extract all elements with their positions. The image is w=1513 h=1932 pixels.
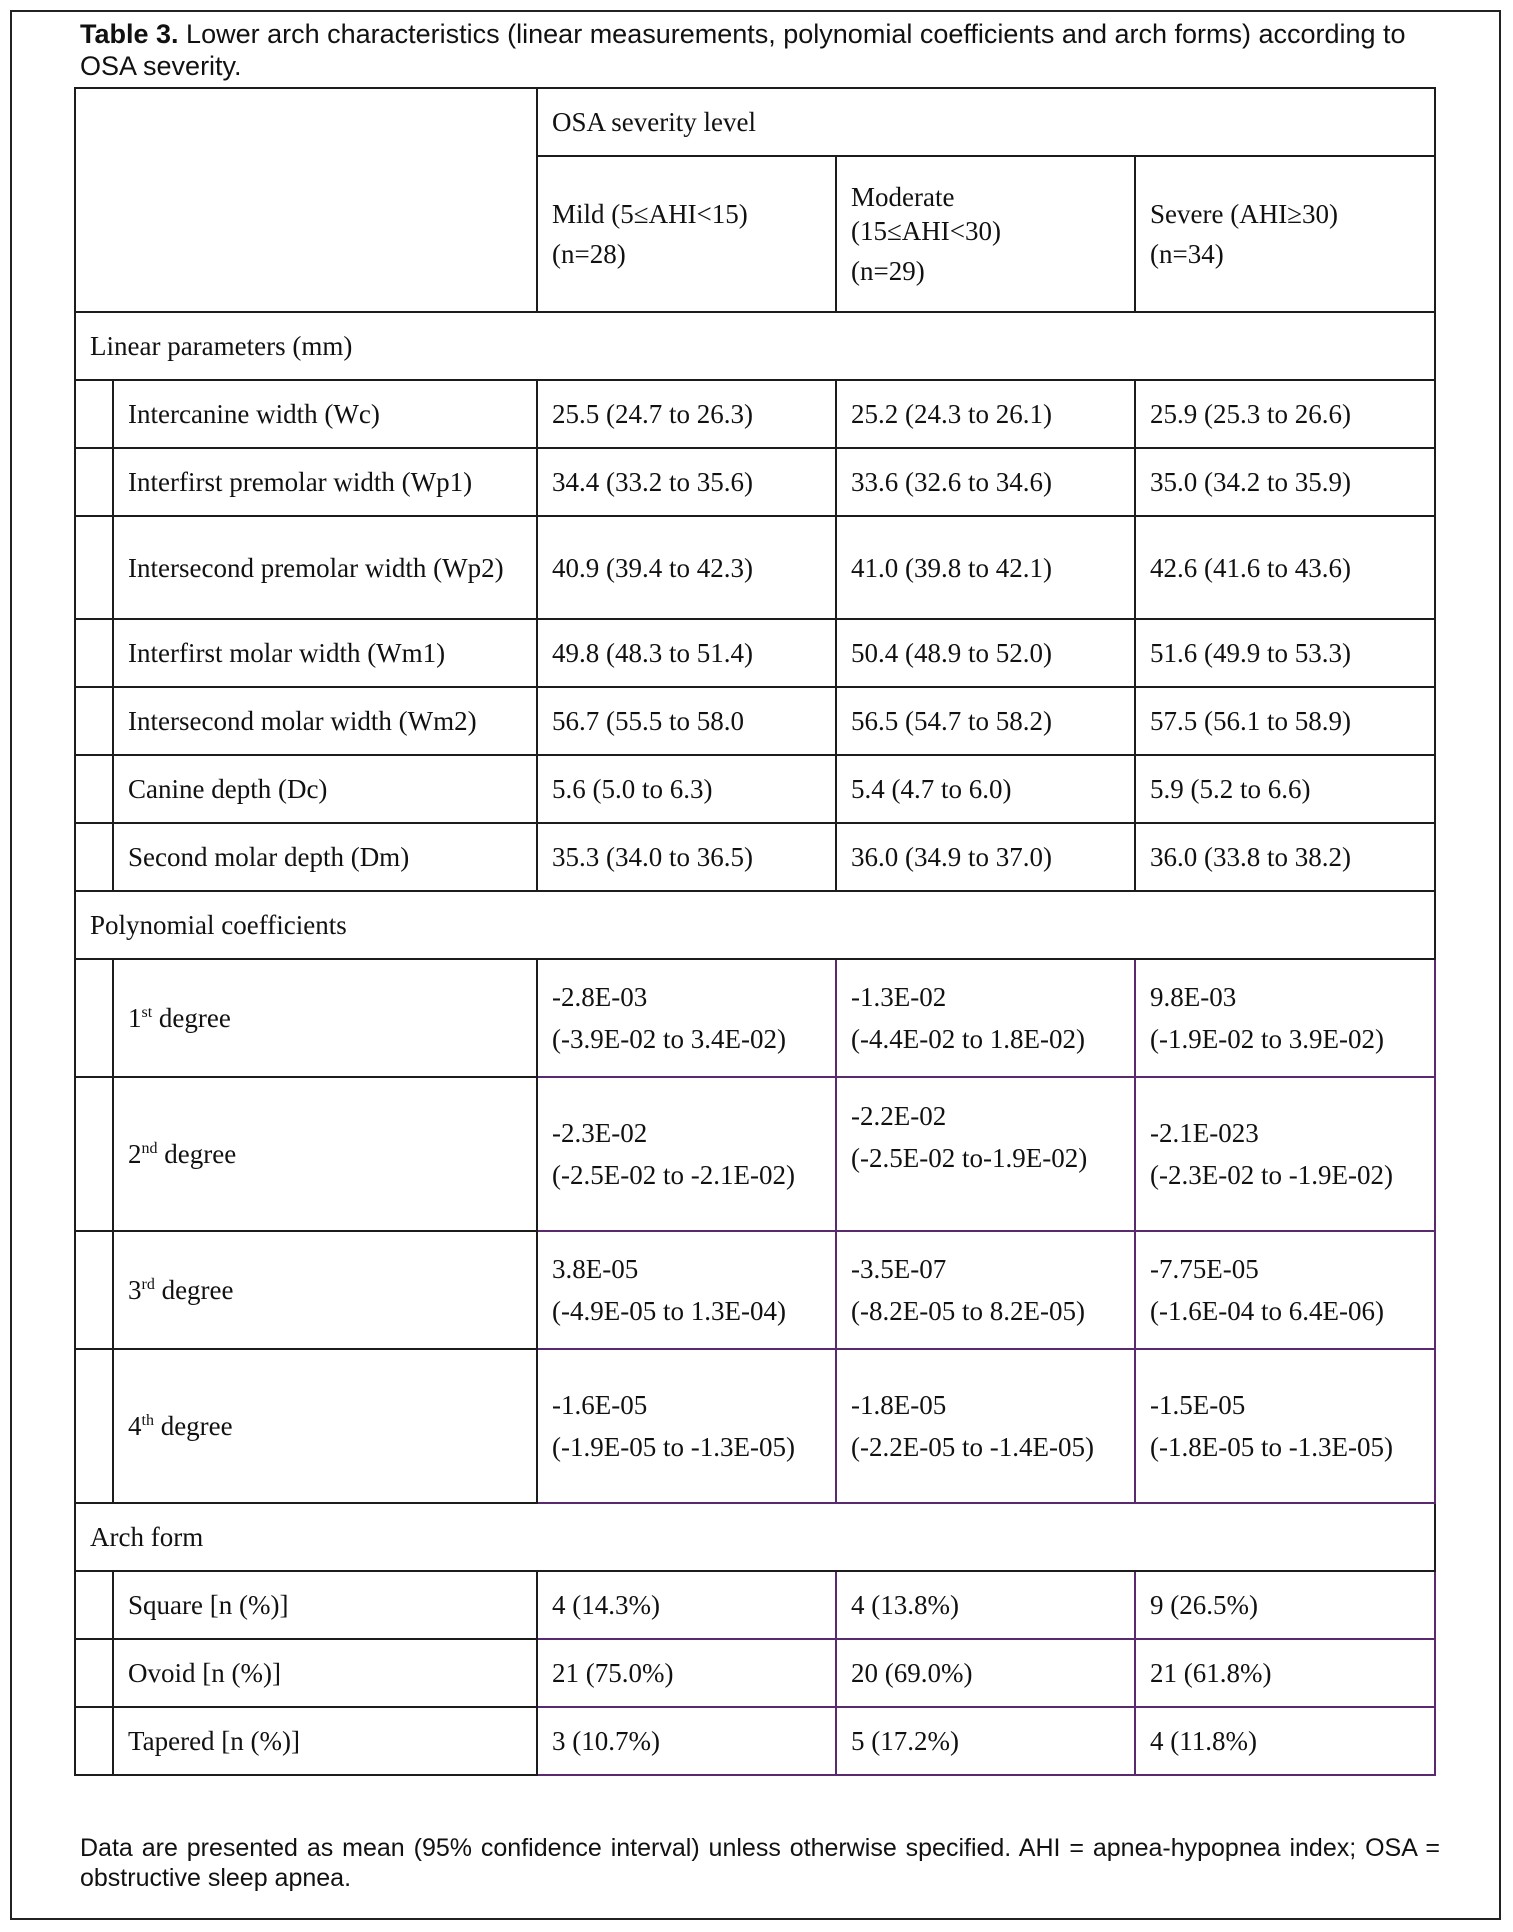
degree-word: degree xyxy=(153,1411,233,1441)
header-col-moderate xyxy=(836,156,1135,312)
table-footnote: Data are presented as mean (95% confidence interval) unless otherwise specified. AHI = apnea-hypopnea index; OSA = obstructive sleep apnea. xyxy=(80,1834,1440,1892)
indent-cell xyxy=(75,619,113,687)
value-cell xyxy=(836,1231,1135,1349)
coef-ci: (-1.9E-02 to 3.9E-02) xyxy=(1150,1024,1384,1054)
row-label: Interfirst molar width (Wm1) xyxy=(113,619,537,687)
value-cell: 4 (11.8%) xyxy=(1135,1707,1435,1775)
section-title-poly: Polynomial coefficients xyxy=(75,891,1435,959)
header-row-group xyxy=(75,88,1435,156)
row-label: Intersecond premolar width (Wp2) xyxy=(113,516,537,619)
coef-ci: (-1.6E-04 to 6.4E-06) xyxy=(1150,1296,1384,1326)
coef-mean: -2.3E-02 xyxy=(552,1118,648,1148)
indent-cell xyxy=(75,1231,113,1349)
coef-mean: 9.8E-03 xyxy=(1150,982,1237,1012)
indent-cell xyxy=(75,1571,113,1639)
header-col-severe-n: (n=34) xyxy=(1150,239,1224,269)
degree-suffix: rd xyxy=(141,1276,155,1293)
row-label: Second molar depth (Dm) xyxy=(113,823,537,891)
indent-cell xyxy=(75,1349,113,1503)
value-cell xyxy=(836,1077,1135,1231)
value-cell: 35.3 (34.0 to 36.5) xyxy=(537,823,836,891)
row-label: Tapered [n (%)] xyxy=(113,1707,537,1775)
value-cell: 4 (13.8%) xyxy=(836,1571,1135,1639)
table-row xyxy=(75,448,1435,516)
value-cell xyxy=(1135,1349,1435,1503)
section-row-linear xyxy=(75,312,1435,380)
value-cell: 41.0 (39.8 to 42.1) xyxy=(836,516,1135,619)
table-row xyxy=(75,380,1435,448)
value-cell: 56.7 (55.5 to 58.0 xyxy=(537,687,836,755)
table-row xyxy=(75,959,1435,1077)
coef-mean: -1.8E-05 xyxy=(851,1390,947,1420)
row-label: Ovoid [n (%)] xyxy=(113,1639,537,1707)
header-col-mild-name: Mild (5≤AHI<15) xyxy=(552,199,748,229)
value-cell: 56.5 (54.7 to 58.2) xyxy=(836,687,1135,755)
coef-ci: (-4.9E-05 to 1.3E-04) xyxy=(552,1296,786,1326)
value-cell: 5 (17.2%) xyxy=(836,1707,1135,1775)
row-label xyxy=(113,959,537,1077)
value-cell: 25.9 (25.3 to 26.6) xyxy=(1135,380,1435,448)
value-cell: 3 (10.7%) xyxy=(537,1707,836,1775)
coef-ci: (-4.4E-02 to 1.8E-02) xyxy=(851,1024,1085,1054)
degree-suffix: nd xyxy=(141,1140,158,1157)
coef-ci: (-8.2E-05 to 8.2E-05) xyxy=(851,1296,1085,1326)
value-cell: 5.4 (4.7 to 6.0) xyxy=(836,755,1135,823)
row-label xyxy=(113,1231,537,1349)
value-cell: 25.5 (24.7 to 26.3) xyxy=(537,380,836,448)
value-cell xyxy=(1135,1077,1435,1231)
degree-word: degree xyxy=(154,1275,234,1305)
value-cell: 25.2 (24.3 to 26.1) xyxy=(836,380,1135,448)
value-cell xyxy=(537,959,836,1077)
coef-ci: (-3.9E-02 to 3.4E-02) xyxy=(552,1024,786,1054)
table-row xyxy=(75,1077,1435,1231)
coef-mean: -2.8E-03 xyxy=(552,982,648,1012)
degree-suffix: st xyxy=(141,1004,153,1021)
value-cell: 49.8 (48.3 to 51.4) xyxy=(537,619,836,687)
degree-word: degree xyxy=(152,1003,231,1033)
value-cell: 50.4 (48.9 to 52.0) xyxy=(836,619,1135,687)
value-cell xyxy=(1135,1231,1435,1349)
header-col-severe xyxy=(1135,156,1435,312)
header-col-severe-name: Severe (AHI≥30) xyxy=(1150,199,1338,229)
degree-number: 4 xyxy=(128,1411,142,1441)
indent-cell xyxy=(75,516,113,619)
degree-number: 1 xyxy=(128,1003,142,1033)
coef-ci: (-2.3E-02 to -1.9E-02) xyxy=(1150,1160,1393,1190)
value-cell: 4 (14.3%) xyxy=(537,1571,836,1639)
coef-mean: -3.5E-07 xyxy=(851,1254,947,1284)
value-cell xyxy=(537,1231,836,1349)
header-col-mild xyxy=(537,156,836,312)
indent-cell xyxy=(75,380,113,448)
table-row xyxy=(75,1349,1435,1503)
degree-suffix: th xyxy=(141,1412,154,1429)
value-cell: 20 (69.0%) xyxy=(836,1639,1135,1707)
value-cell: 42.6 (41.6 to 43.6) xyxy=(1135,516,1435,619)
header-col-mild-n: (n=28) xyxy=(552,239,626,269)
coef-ci: (-2.5E-02 to-1.9E-02) xyxy=(851,1143,1088,1173)
table-row xyxy=(75,755,1435,823)
header-col-moderate-n: (n=29) xyxy=(851,256,925,286)
value-cell: 21 (61.8%) xyxy=(1135,1639,1435,1707)
coef-mean: -2.2E-02 xyxy=(851,1101,947,1131)
coef-ci: (-2.5E-02 to -2.1E-02) xyxy=(552,1160,795,1190)
indent-cell xyxy=(75,448,113,516)
row-label: Intersecond molar width (Wm2) xyxy=(113,687,537,755)
value-cell xyxy=(836,959,1135,1077)
degree-word: degree xyxy=(157,1139,237,1169)
row-label: Square [n (%)] xyxy=(113,1571,537,1639)
row-label: Intercanine width (Wc) xyxy=(113,380,537,448)
value-cell: 40.9 (39.4 to 42.3) xyxy=(537,516,836,619)
header-empty-cell xyxy=(75,88,537,312)
row-label xyxy=(113,1349,537,1503)
coef-mean: -1.3E-02 xyxy=(851,982,947,1012)
table-row xyxy=(75,619,1435,687)
indent-cell xyxy=(75,1639,113,1707)
value-cell: 35.0 (34.2 to 35.9) xyxy=(1135,448,1435,516)
indent-cell xyxy=(75,1077,113,1231)
coef-mean: -7.75E-05 xyxy=(1150,1254,1259,1284)
row-label xyxy=(113,1077,537,1231)
value-cell xyxy=(1135,959,1435,1077)
section-title-arch: Arch form xyxy=(75,1503,1435,1571)
degree-number: 2 xyxy=(128,1139,142,1169)
table-caption-label: Table 3. xyxy=(80,19,179,49)
coef-mean: -1.6E-05 xyxy=(552,1390,648,1420)
coef-ci: (-1.9E-05 to -1.3E-05) xyxy=(552,1432,795,1462)
value-cell xyxy=(836,1349,1135,1503)
results-table xyxy=(74,87,1436,1776)
indent-cell xyxy=(75,687,113,755)
header-col-moderate-name: Moderate (15≤AHI<30) xyxy=(851,182,1002,246)
table-row xyxy=(75,823,1435,891)
table-row xyxy=(75,1571,1435,1639)
table-row xyxy=(75,687,1435,755)
value-cell xyxy=(537,1077,836,1231)
row-label: Interfirst premolar width (Wp1) xyxy=(113,448,537,516)
header-group-label: OSA severity level xyxy=(552,107,756,137)
table-row xyxy=(75,516,1435,619)
value-cell: 34.4 (33.2 to 35.6) xyxy=(537,448,836,516)
section-row-poly xyxy=(75,891,1435,959)
coef-mean: 3.8E-05 xyxy=(552,1254,639,1284)
value-cell: 57.5 (56.1 to 58.9) xyxy=(1135,687,1435,755)
value-cell: 21 (75.0%) xyxy=(537,1639,836,1707)
indent-cell xyxy=(75,959,113,1077)
value-cell: 5.9 (5.2 to 6.6) xyxy=(1135,755,1435,823)
indent-cell xyxy=(75,1707,113,1775)
value-cell: 5.6 (5.0 to 6.3) xyxy=(537,755,836,823)
value-cell xyxy=(537,1349,836,1503)
indent-cell xyxy=(75,755,113,823)
coef-ci: (-1.8E-05 to -1.3E-05) xyxy=(1150,1432,1393,1462)
value-cell: 51.6 (49.9 to 53.3) xyxy=(1135,619,1435,687)
coef-mean: -2.1E-023 xyxy=(1150,1118,1259,1148)
section-title-linear: Linear parameters (mm) xyxy=(75,312,1435,380)
table-row xyxy=(75,1231,1435,1349)
table-caption-text: Lower arch characteristics (linear measurements, polynomial coefficients and arch forms) according to OSA severity. xyxy=(80,19,1406,81)
section-row-arch xyxy=(75,1503,1435,1571)
coef-ci: (-2.2E-05 to -1.4E-05) xyxy=(851,1432,1094,1462)
value-cell: 36.0 (34.9 to 37.0) xyxy=(836,823,1135,891)
value-cell: 33.6 (32.6 to 34.6) xyxy=(836,448,1135,516)
degree-number: 3 xyxy=(128,1275,142,1305)
row-label: Canine depth (Dc) xyxy=(113,755,537,823)
value-cell: 9 (26.5%) xyxy=(1135,1571,1435,1639)
table-row xyxy=(75,1639,1435,1707)
table-row xyxy=(75,1707,1435,1775)
value-cell: 36.0 (33.8 to 38.2) xyxy=(1135,823,1435,891)
header-group-cell xyxy=(537,88,1435,156)
table-caption xyxy=(80,18,1440,82)
coef-mean: -1.5E-05 xyxy=(1150,1390,1246,1420)
indent-cell xyxy=(75,823,113,891)
